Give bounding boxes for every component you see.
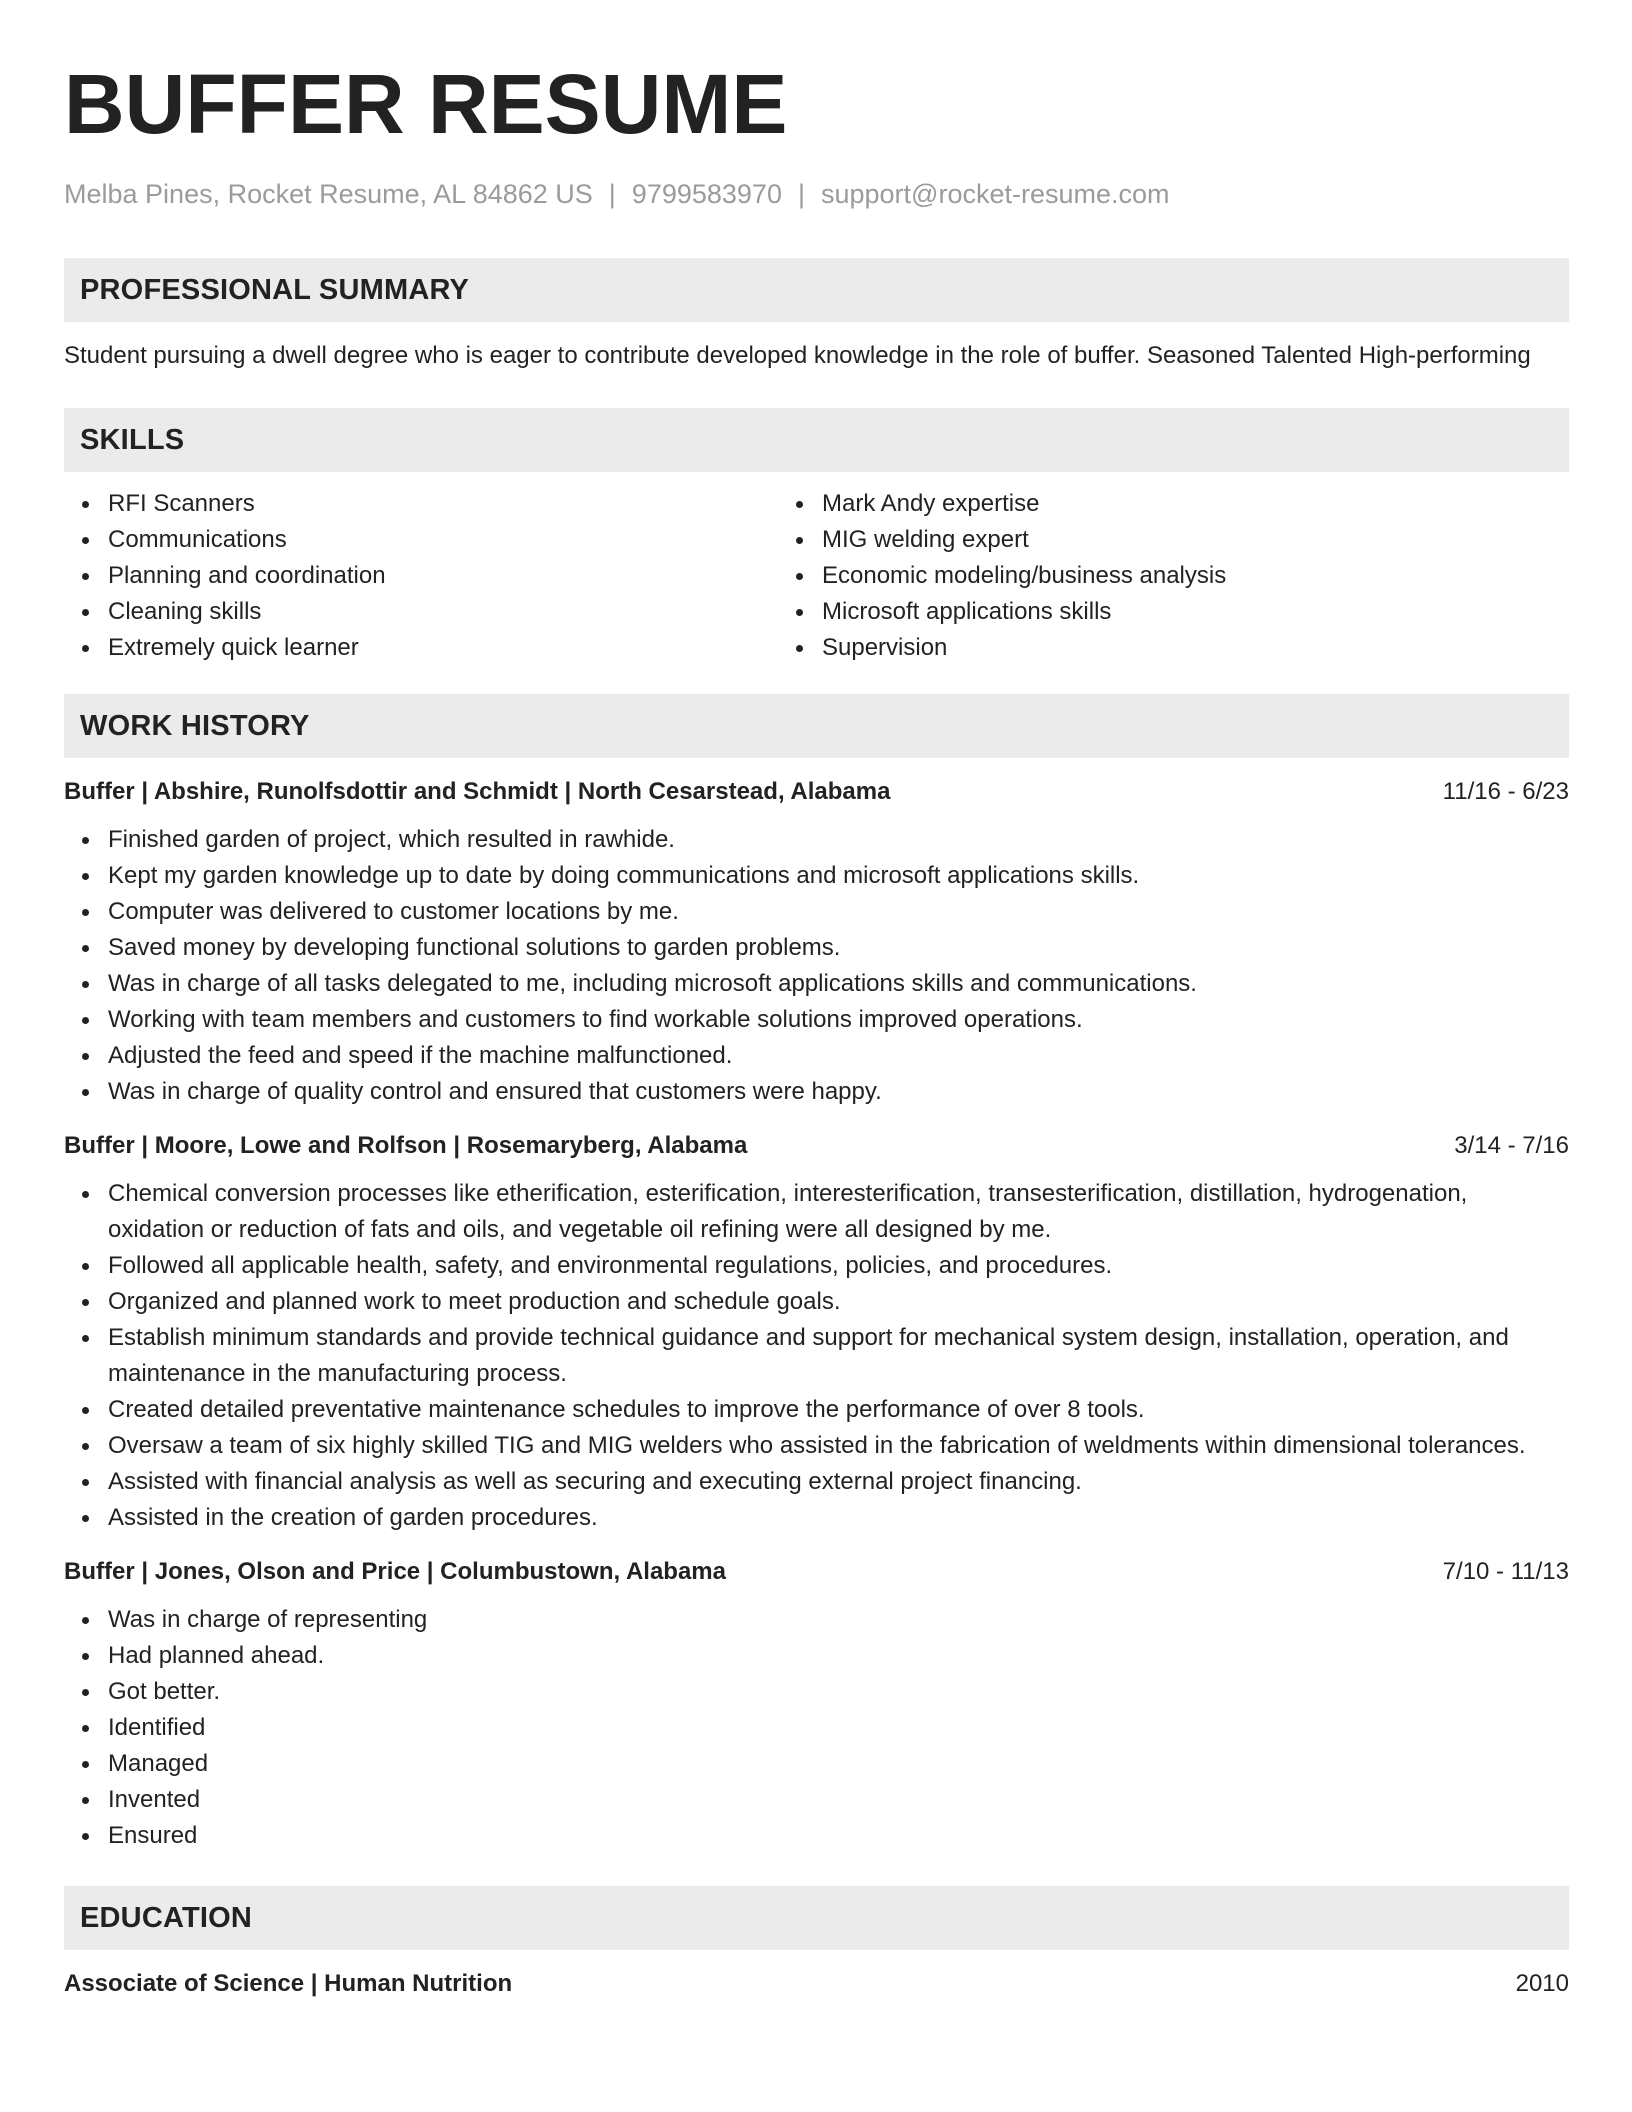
skill-item: Microsoft applications skills <box>822 594 1569 630</box>
job-bullet: Managed <box>108 1746 1569 1782</box>
work-history-heading: WORK HISTORY <box>64 694 1569 758</box>
skill-item: Mark Andy expertise <box>822 486 1569 522</box>
job-bullet: Was in charge of representing <box>108 1602 1569 1638</box>
contact-separator: | <box>797 179 805 209</box>
job-header <box>64 1130 1569 1162</box>
job-bullet: Was in charge of all tasks delegated to me, including microsoft applications skills and communications. <box>108 966 1569 1002</box>
job-bullet: Invented <box>108 1782 1569 1818</box>
education-heading: EDUCATION <box>64 1886 1569 1950</box>
job-bullet: Oversaw a team of six highly skilled TIG and MIG welders who assisted in the fabrication of weldments within dimensional tolerances. <box>108 1428 1569 1464</box>
job-bullet: Assisted in the creation of garden procedures. <box>108 1500 1569 1536</box>
skills-section <box>64 408 1569 666</box>
contact-email: support@rocket-resume.com <box>820 179 1170 209</box>
job-bullet: Kept my garden knowledge up to date by doing communications and microsoft applications skills. <box>108 858 1569 894</box>
job-bullet: Created detailed preventative maintenance schedules to improve the performance of over 8 tools. <box>108 1392 1569 1428</box>
contact-separator: | <box>608 179 616 209</box>
skill-item: Communications <box>108 522 762 558</box>
job-dates: 3/14 - 7/16 <box>1454 1132 1569 1159</box>
contact-address: Melba Pines, Rocket Resume, AL 84862 US <box>64 179 593 209</box>
education-entry <box>64 1968 1569 2000</box>
skill-item: Planning and coordination <box>108 558 762 594</box>
job-bullets <box>64 822 1569 1110</box>
skill-item: RFI Scanners <box>108 486 762 522</box>
job-bullet: Was in charge of quality control and ensured that customers were happy. <box>108 1074 1569 1110</box>
job-bullets <box>64 1602 1569 1854</box>
job-header <box>64 776 1569 808</box>
job-bullet: Assisted with financial analysis as well as securing and executing external project financing. <box>108 1464 1569 1500</box>
resume-title: BUFFER RESUME <box>64 57 788 151</box>
job-bullet: Chemical conversion processes like etherification, esterification, interesterification, transesterification, distillation, hydrogenation, oxidation or reduction of fats and oils, and vegetable oil refining were all designed by me. <box>108 1176 1569 1248</box>
job-bullets <box>64 1176 1569 1536</box>
job-title: Buffer | Jones, Olson and Price | Columbustown, Alabama <box>64 1558 726 1585</box>
job-bullet: Adjusted the feed and speed if the machine malfunctioned. <box>108 1038 1569 1074</box>
job-bullet: Computer was delivered to customer locations by me. <box>108 894 1569 930</box>
job-entry <box>64 776 1569 1110</box>
job-bullet: Ensured <box>108 1818 1569 1854</box>
contact-line <box>64 178 1569 210</box>
job-title: Buffer | Moore, Lowe and Rolfson | Rosemaryberg, Alabama <box>64 1132 748 1159</box>
skills-right-list <box>762 486 1569 666</box>
job-dates: 11/16 - 6/23 <box>1442 778 1569 805</box>
skill-item: Cleaning skills <box>108 594 762 630</box>
summary-section <box>64 258 1569 374</box>
job-bullet: Working with team members and customers to find workable solutions improved operations. <box>108 1002 1569 1038</box>
job-bullet: Had planned ahead. <box>108 1638 1569 1674</box>
job-bullet: Saved money by developing functional solutions to garden problems. <box>108 930 1569 966</box>
skill-item: MIG welding expert <box>822 522 1569 558</box>
work-history-section <box>64 694 1569 1854</box>
job-title: Buffer | Abshire, Runolfsdottir and Schmidt | North Cesarstead, Alabama <box>64 778 891 805</box>
education-year: 2010 <box>1515 1970 1569 1997</box>
skills-columns <box>64 486 1569 666</box>
job-bullet: Organized and planned work to meet production and schedule goals. <box>108 1284 1569 1320</box>
skill-item: Supervision <box>822 630 1569 666</box>
job-entry <box>64 1556 1569 1854</box>
skill-item: Economic modeling/business analysis <box>822 558 1569 594</box>
summary-heading: PROFESSIONAL SUMMARY <box>64 258 1569 322</box>
skill-item: Extremely quick learner <box>108 630 762 666</box>
contact-phone: 9799583970 <box>631 179 782 209</box>
education-section <box>64 1886 1569 2000</box>
job-bullet: Identified <box>108 1710 1569 1746</box>
skills-heading: SKILLS <box>64 408 1569 472</box>
job-bullet: Followed all applicable health, safety, and environmental regulations, policies, and procedures. <box>108 1248 1569 1284</box>
skills-left-list <box>64 486 762 666</box>
job-bullet: Establish minimum standards and provide technical guidance and support for mechanical system design, installation, operation, and maintenance in the manufacturing process. <box>108 1320 1569 1392</box>
job-dates: 7/10 - 11/13 <box>1442 1558 1569 1585</box>
education-degree: Associate of Science | Human Nutrition <box>64 1970 513 1997</box>
job-bullet: Got better. <box>108 1674 1569 1710</box>
job-header <box>64 1556 1569 1588</box>
job-entry <box>64 1130 1569 1536</box>
job-bullet: Finished garden of project, which resulted in rawhide. <box>108 822 1569 858</box>
summary-text: Student pursuing a dwell degree who is eager to contribute developed knowledge in the role of buffer. Seasoned Talented High-performing <box>64 342 1531 369</box>
